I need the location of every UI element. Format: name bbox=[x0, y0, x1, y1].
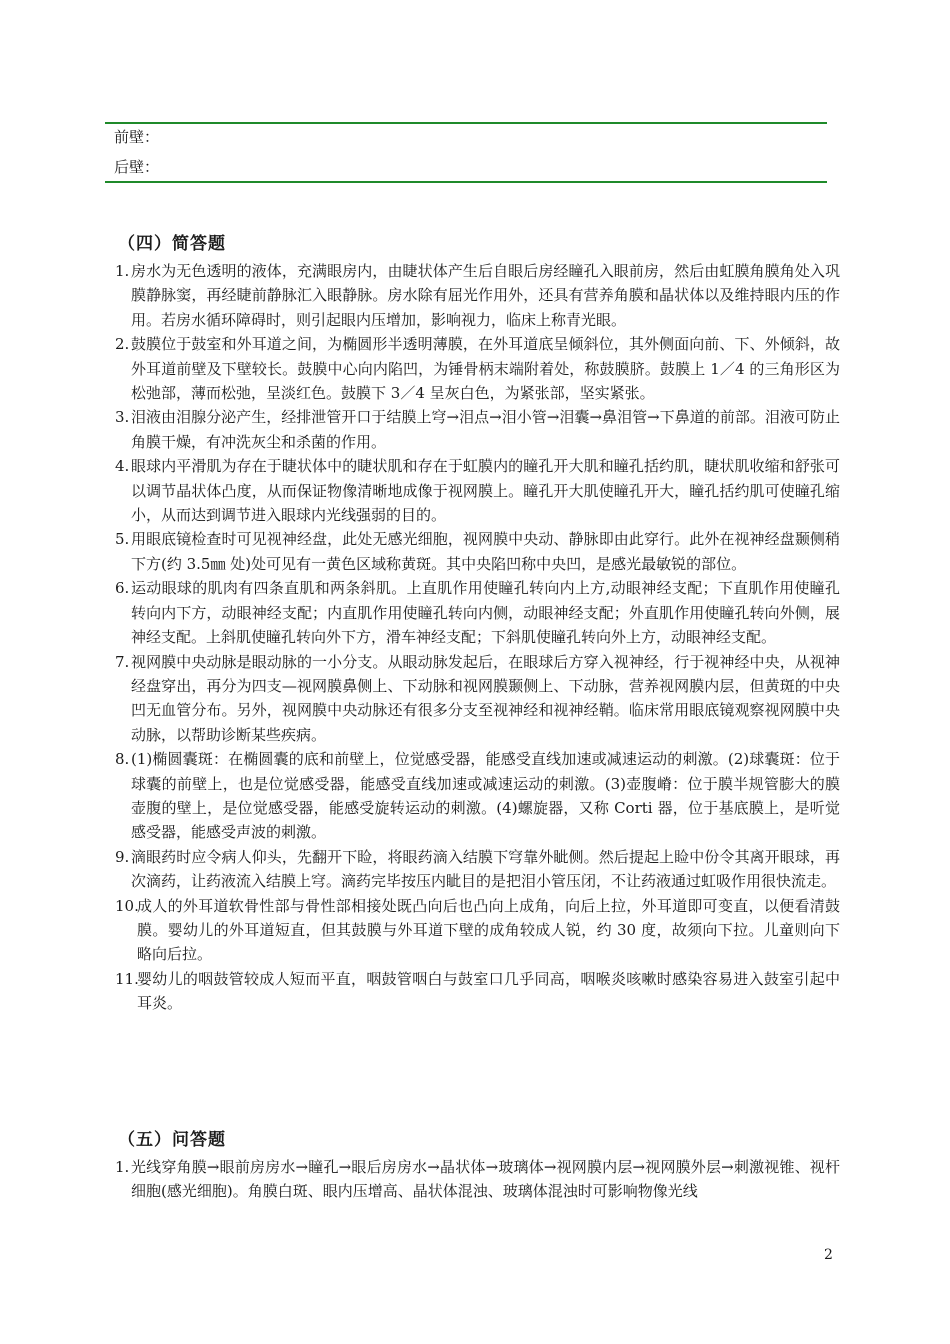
item-number: 3. bbox=[115, 408, 130, 427]
item-text: 光线穿角膜→眼前房房水→瞳孔→眼后房房水→晶状体→玻璃体→视网膜内层→视网膜外层→刺激视锥、视杆细胞(感光细胞)。角膜白斑、眼内压增高、晶状体混浊、玻璃体混浊时可影响物像光线 bbox=[131, 1158, 840, 1201]
item-number: 7. bbox=[115, 652, 130, 671]
list-item bbox=[115, 405, 840, 454]
item-text: 泪液由泪腺分泌产生，经排泄管开口于结膜上穹→泪点→泪小管→泪囊→鼻泪管→下鼻道的前部。泪液可防止角膜干燥，有冲洗灰尘和杀菌的作用。 bbox=[131, 408, 840, 451]
list-item bbox=[115, 747, 840, 845]
item-number: 6. bbox=[115, 579, 130, 598]
item-text: 运动眼球的肌肉有四条直肌和两条斜肌。上直肌作用使瞳孔转向内上方,动眼神经支配；下直肌作用使瞳孔转向内下方，动眼神经支配；内直肌作用使瞳孔转向内侧，动眼神经支配；外直肌作用使瞳孔转向外侧，展神经支配。上斜肌使瞳孔转向外下方，滑车神经支配；下斜肌使瞳孔转向外上方，动眼神经支配。 bbox=[131, 579, 840, 647]
section-5-title: （五）问答题 bbox=[118, 1130, 226, 1150]
list-item bbox=[115, 845, 840, 894]
item-text: 婴幼儿的咽鼓管较成人短而平直，咽鼓管咽白与鼓室口几乎同高，咽喉炎咳嗽时感染容易进入鼓室引起中耳炎。 bbox=[137, 969, 840, 1013]
item-text: 用眼底镜检查时可见视神经盘，此处无感光细胞，视网膜中央动、静脉即由此穿行。此外在视神经盘颞侧稍下方(约 3.5㎜ 处)处可见有一黄色区域称黄斑。其中央陷凹称中央凹，是感光最敏锐的部位。 bbox=[131, 530, 840, 573]
section-4-list bbox=[115, 259, 840, 1016]
list-item bbox=[115, 454, 840, 527]
item-text: 滴眼药时应令病人仰头，先翻开下睑，将眼药滴入结膜下穹靠外眦侧。然后提起上睑中份令其离开眼球，再次滴药，让药液流入结膜上穹。滴药完毕按压内眦目的是把泪小管压闭，不让药液通过虹吸作用很快流走。 bbox=[131, 847, 840, 891]
list-item bbox=[115, 527, 840, 576]
item-text: 眼球内平滑肌为存在于睫状体中的睫状肌和存在于虹膜内的瞳孔开大肌和瞳孔括约肌，睫状肌收缩和舒张可以调节晶状体凸度，从而保证物像清晰地成像于视网膜上。瞳孔开大肌使瞳孔开大，瞳孔括约肌可使瞳孔缩小，从而达到调节进入眼球内光线强弱的目的。 bbox=[131, 457, 840, 525]
item-text: (1)椭圆囊斑：在椭圆囊的底和前壁上，位觉感受器，能感受直线加速或减速运动的刺激。(2)球囊斑：位于球囊的前壁上，也是位觉感受器，能感受直线加速或减速运动的刺激。(3)壶腹嵴：位于膜半规管膨大的膜壶腹的壁上，是位觉感受器，能感受旋转运动的刺激。(4)螺旋器，又称 Corti 器，位于基底膜上，是听觉感受器，能感受声波的刺激。 bbox=[131, 750, 840, 842]
list-item bbox=[115, 332, 840, 405]
bottom-divider bbox=[105, 181, 827, 183]
item-number: 10. bbox=[115, 896, 139, 915]
item-number: 2. bbox=[115, 335, 130, 354]
page-number: 2 bbox=[824, 1247, 833, 1263]
item-number: 8. bbox=[115, 750, 130, 769]
section-4-title: （四）简答题 bbox=[118, 234, 226, 254]
item-text: 视网膜中央动脉是眼动脉的一小分支。从眼动脉发起后，在眼球后方穿入视神经，行于视神经中央，从视神经盘穿出，再分为四支—视网膜鼻侧上、下动脉和视网膜颞侧上、下动脉，营养视网膜内层，但黄斑的中央凹无血管分布。另外，视网膜中央动脉还有很多分支至视神经和视神经鞘。临床常用眼底镜观察视网膜中央动脉，以帮助诊断某些疾病。 bbox=[131, 652, 840, 744]
item-number: 4. bbox=[115, 457, 130, 476]
item-text: 鼓膜位于鼓室和外耳道之间，为椭圆形半透明薄膜，在外耳道底呈倾斜位，其外侧面向前、下、外倾斜，故外耳道前壁及下壁较长。鼓膜中心向内陷凹，为锤骨柄末端附着处，称鼓膜脐。鼓膜上 1／4 的三角形区为松弛部，薄而松弛，呈淡红色。鼓膜下 3／4 呈灰白色，为紧张部，坚实紧张。 bbox=[131, 335, 840, 403]
top-divider bbox=[105, 122, 827, 124]
item-number: 9. bbox=[115, 847, 130, 866]
item-number: 1. bbox=[115, 1158, 130, 1176]
list-item bbox=[115, 894, 840, 967]
item-number: 11. bbox=[115, 969, 139, 988]
list-item bbox=[115, 967, 840, 1016]
item-number: 5. bbox=[115, 530, 130, 549]
item-number: 1. bbox=[115, 262, 130, 280]
back-wall-label: 后壁： bbox=[114, 158, 160, 176]
list-item bbox=[115, 1155, 840, 1204]
item-text: 房水为无色透明的液体，充满眼房内，由睫状体产生后自眼后房经瞳孔入眼前房，然后由虹膜角膜角处入巩膜静脉窦，再经睫前静脉汇入眼静脉。房水除有屈光作用外，还具有营养角膜和晶状体以及维持眼内压的作用。若房水循环障碍时，则引起眼内压增加，影响视力，临床上称青光眼。 bbox=[131, 262, 840, 329]
list-item bbox=[115, 259, 840, 332]
list-item bbox=[115, 576, 840, 649]
item-text: 成人的外耳道软骨性部与骨性部相接处既凸向后也凸向上成角，向后上拉，外耳道即可变直，以便看清鼓膜。婴幼儿的外耳道短直，但其鼓膜与外耳道下壁的成角较成人锐，约 30 度，故须向下拉。儿童则向下略向后拉。 bbox=[137, 896, 840, 964]
front-wall-label: 前壁： bbox=[114, 128, 160, 146]
list-item bbox=[115, 650, 840, 748]
section-5-list bbox=[115, 1155, 840, 1204]
